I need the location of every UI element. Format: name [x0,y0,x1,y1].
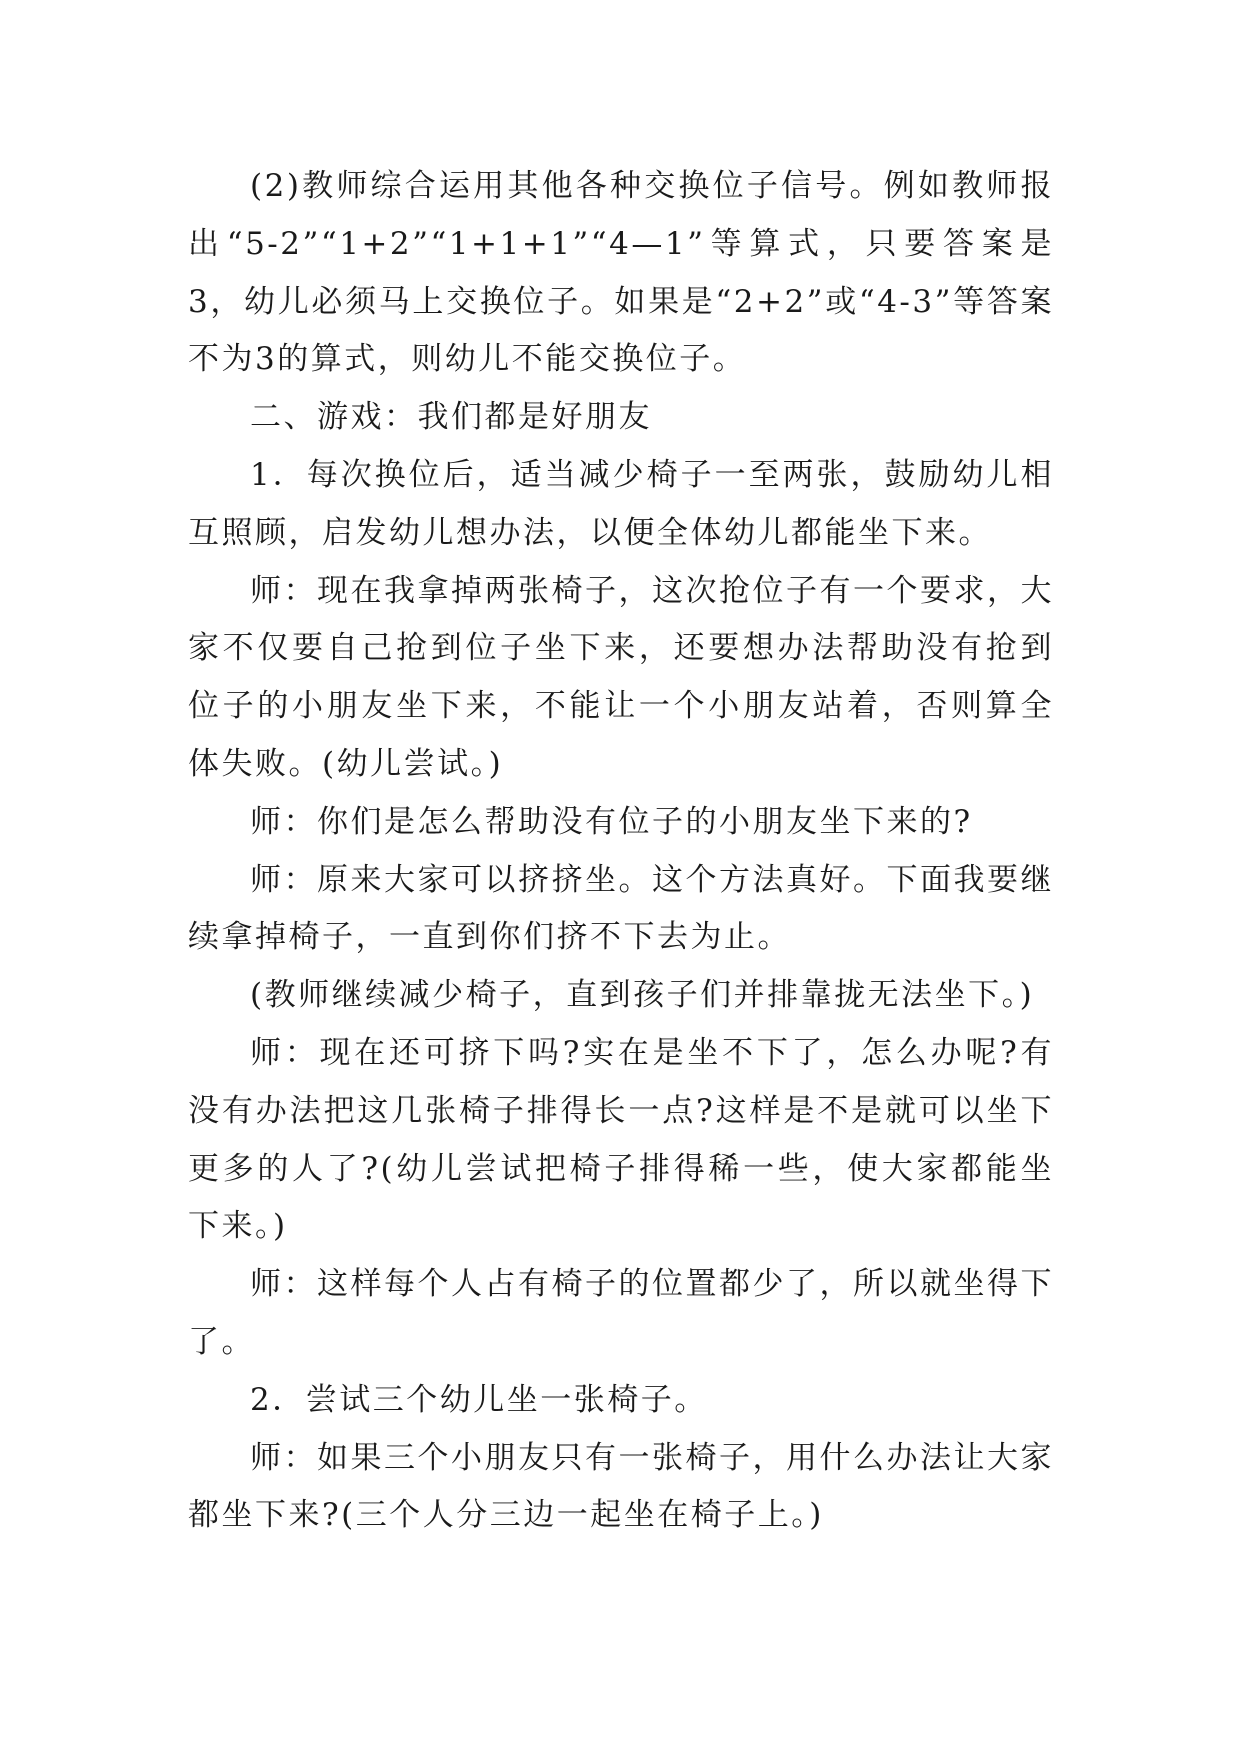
paragraph-teacher-squeeze: 师：原来大家可以挤挤坐。这个方法真好。下面我要继续拿掉椅子，一直到你们挤不下去为止。 [188,861,1054,956]
paragraph-step-2: 2．尝试三个幼儿坐一张椅子。 [250,1381,708,1418]
paragraph-teacher-question: 师：你们是怎么帮助没有位子的小朋友坐下来的? [250,803,973,840]
paragraph-teacher-arrange: 师：现在还可挤下吗?实在是坐不下了，怎么办呢?有没有办法把这几张椅子排得长一点?这样是不是就可以坐下更多的人了?(幼儿尝试把椅子排得稀一些，使大家都能坐下来。) [188,1034,1054,1245]
paragraph-teacher-remove-chairs: 师：现在我拿掉两张椅子，这次抢位子有一个要求，大家不仅要自己抢到位子坐下来，还要想办法帮助没有抢到位子的小朋友坐下来，不能让一个小朋友站着，否则算全体失败。(幼儿尝试。) [188,572,1054,782]
paragraph-signal-rules: (2)教师综合运用其他各种交换位子信号。例如教师报出“5-2”“1+2”“1+1+1”“4—1”等算式，只要答案是3，幼儿必须马上交换位子。如果是“2+2”或“4-3”等答案不为3的算式，则幼儿不能交换位子。 [188,168,1054,378]
paragraph-teacher-continue: (教师继续减少椅子，直到孩子们并排靠拢无法坐下。) [250,977,1035,1014]
document-body [188,158,1054,1545]
paragraph-teacher-conclusion: 师：这样每个人占有椅子的位置都少了，所以就坐得下了。 [188,1266,1054,1360]
section-heading-game: 二、游戏：我们都是好朋友 [250,399,652,436]
paragraph-teacher-three-children: 师：如果三个小朋友只有一张椅子，用什么办法让大家都坐下来?(三个人分三边一起坐在椅子上。) [188,1439,1054,1534]
paragraph-step-1: 1．每次换位后，适当减少椅子一至两张，鼓励幼儿相互照顾，启发幼儿想办法，以便全体幼儿都能坐下来。 [188,456,1054,551]
